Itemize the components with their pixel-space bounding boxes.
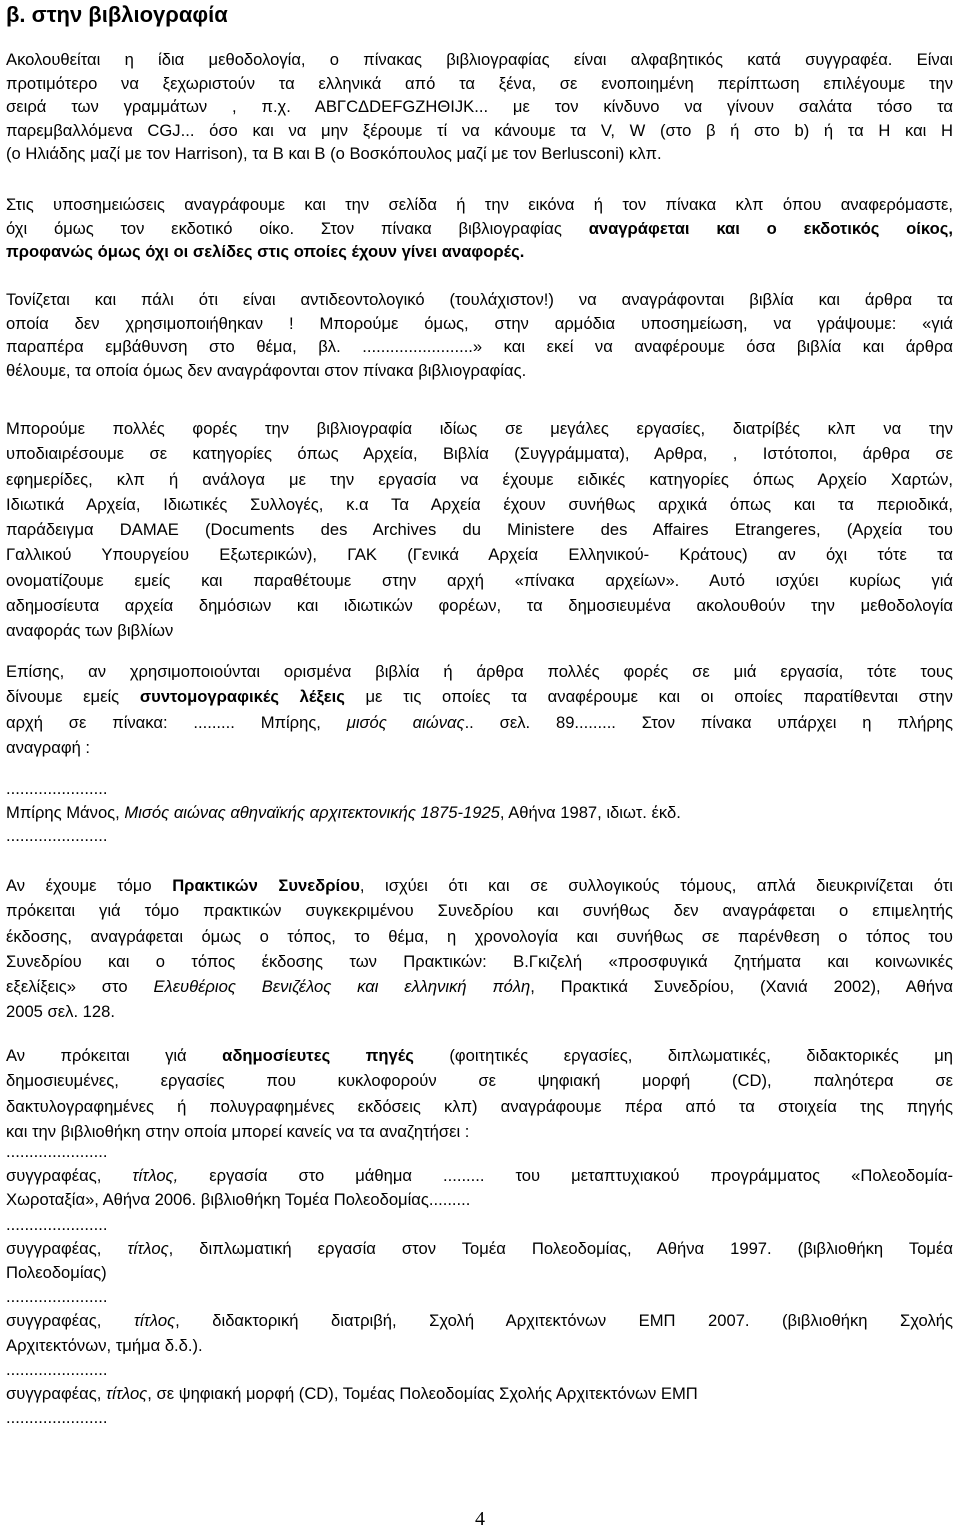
text-line: δακτυλογραφημένες ή πολυγραφημένες εκδόσεις κλπ) αναγράφουμε πέρα από τα στοιχεία της πηγής bbox=[6, 1096, 953, 1116]
text-line: Τονίζεται και πάλι ότι είναι αντιδεοντολογικό (τουλάχιστον!) να αναγράφονται βιβλία και άρθρα τα bbox=[6, 290, 953, 309]
reference-title: τίτλος, bbox=[132, 1166, 179, 1186]
text-line bbox=[6, 974, 953, 999]
text-line bbox=[6, 217, 953, 241]
reference-templates bbox=[6, 1140, 953, 1430]
text-line: εφημερίδες, κλπ ή ανάλογα με την εργασία να έχουμε ειδικές κατηγορίες όπως Αρχείο Χαρτών, bbox=[6, 469, 953, 489]
paragraph-methodology bbox=[6, 48, 953, 166]
text-line: έκδοσης, αναγράφεται όμως ο τόπος, το θέμα, η χρονολογία και συνήθως σε παρένθεση ο τόπος του bbox=[6, 926, 953, 946]
text-line: προτιμότερο να ξεχωριστούν τα ελληνικά από τα ξένα, σε ενοποιημένη περίπτωση επιλέγουμε την bbox=[6, 73, 953, 93]
text-segment: αρχή σε πίνακα: ......... Μπίρης, bbox=[6, 712, 347, 732]
reference-title: Μισός αιώνας αθηναϊκής αρχιτεκτονικής 1875-1925 bbox=[124, 802, 500, 822]
text-segment: όχι όμως τον εκδοτικό οίκο. Στον πίνακα βιβλιογραφίας bbox=[6, 218, 589, 238]
dots-line: ...................... bbox=[6, 1214, 108, 1234]
reference-author: συγγραφέας, bbox=[6, 1166, 133, 1186]
text-line: παραπέρα εμβάθυνση στο θέμα, βλ. ........................» και εκεί να αναφέρουμε όσα βιβλία και άρθρα bbox=[6, 337, 953, 357]
reference-title: τίτλος bbox=[105, 1384, 148, 1404]
reference-author: συγγραφέας, bbox=[6, 1238, 128, 1258]
text-line: Γαλλικού Υπουργείου Εξωτερικών), ΓΑΚ (Γενικά Αρχεία Ελληνικού- Κράτους) αν όχι τότε τα bbox=[6, 545, 953, 565]
text-line: και την βιβλιοθήκη στην οποία μπορεί κανείς να τα αναζητήσει : bbox=[6, 1121, 470, 1141]
bold-phrase: προφανώς όμως όχι οι σελίδες στις οποίες έχουν γίνει αναφορές. bbox=[6, 242, 525, 262]
text-line: (ο Ηλιάδης μαζί με τον Harrison), τα Β και B (ο Βοσκόπουλος μαζί με τον Berlusconi) κλπ. bbox=[6, 144, 662, 164]
text-segment: με τις οποίες τα αναφέρουμε και οι οποίες παρατίθενται στην bbox=[344, 687, 953, 707]
text-segment: , ισχύει ότι και σε συλλογικούς τόμους, απλά διευκρινίζεται ότι bbox=[359, 876, 953, 895]
paragraph-abbreviations bbox=[6, 659, 953, 760]
text-segment: Αν πρόκειται γιά bbox=[6, 1046, 223, 1065]
reference-line bbox=[6, 1237, 953, 1261]
text-segment: δίνουμε εμείς bbox=[6, 687, 140, 707]
text-line: Επίσης, αν χρησιμοποιούνται ορισμένα βιβλία ή άρθρα πολλές φορές σε μιά εργασία, τότε τους bbox=[6, 662, 953, 681]
text-segment: εξελίξεις» στο bbox=[6, 977, 154, 997]
dots-line: ...................... bbox=[6, 1408, 108, 1428]
reference-title: τίτλος bbox=[127, 1238, 169, 1258]
text-segment: , Πρακτικά Συνεδρίου, (Χανιά 2002), Αθήνα bbox=[530, 977, 953, 997]
text-line: οποία δεν χρησιμοποιήθηκαν ! Μπορούμε όμως, στην αρμόδια υποσημείωση, να γράψουμε: «γιά bbox=[6, 313, 953, 333]
dots-line: ...................... bbox=[6, 1287, 108, 1307]
text-line: Ιδιωτικά Αρχεία, Ιδιωτικές Συλλογές, κ.α Τα Αρχεία έχουν συνήθως αρχικά όπως και τα περιοδικά, bbox=[6, 494, 953, 514]
dots-line: ...................... bbox=[6, 1359, 108, 1379]
text-line: υποδιαιρέσουμε σε κατηγορίες όπως Αρχεία, Βιβλία (Συγγράμματα), Αρθρα, , Ιστότοποι, άρθρα σε bbox=[6, 444, 953, 464]
dots-line: ...................... bbox=[6, 1142, 108, 1161]
paragraph-ethics bbox=[6, 288, 953, 382]
reference-line: Αρχιτεκτόνων, τμήμα δ.δ.). bbox=[6, 1335, 203, 1355]
section-heading: β. στην βιβλιογραφία bbox=[6, 2, 228, 27]
text-line: δημοσιευμένες, εργασίες που κυκλοφορούν σε ψηφιακή μορφή (CD), παληότερα σε bbox=[6, 1071, 953, 1091]
italic-phrase: Ελευθέριος Βενιζέλος και ελληνική πόλη bbox=[153, 977, 531, 997]
text-line: 2005 σελ. 128. bbox=[6, 1002, 115, 1022]
italic-phrase: μισός αιώνας bbox=[346, 712, 465, 732]
text-segment: Αν έχουμε τόμο bbox=[6, 876, 173, 895]
reference-details: , διπλωματική εργασία στον Τομέα Πολεοδομίας, Αθήνα 1997. (βιβλιοθήκη Τομέα bbox=[168, 1238, 953, 1258]
reference-author: συγγραφέας, bbox=[6, 1384, 106, 1404]
text-line: παρεμβαλλόμενα CGJ... όσο και να μην ξέρουμε τί να κάνουμε τα V, W (στο β ή στο b) ή τα Η και H bbox=[6, 120, 953, 140]
text-line: αναγραφή : bbox=[6, 737, 91, 757]
paragraph-proceedings bbox=[6, 873, 953, 1025]
reference-line bbox=[6, 1382, 953, 1406]
text-line: Μπορούμε πολλές φορές την βιβλιογραφία ιδίως σε μεγάλες εργασίες, διατρίβές κλπ να την bbox=[6, 419, 953, 438]
reference-example bbox=[6, 777, 953, 848]
text-line bbox=[6, 873, 953, 898]
text-line: ονοματίζουμε εμείς και παραθέτουμε στην αρχή «πίνακα αρχείων». Αυτό ισχύει κυρίως γιά bbox=[6, 570, 953, 590]
text-line: αναφοράς των βιβλίων bbox=[6, 621, 174, 641]
text-line: Ακολουθείται η ίδια μεθοδολογία, ο πίνακας βιβλιογραφίας είναι αλφαβητικός κατά συγγραφέα. Είναι bbox=[6, 50, 953, 69]
bold-phrase: συντομογραφικές λέξεις bbox=[139, 687, 345, 707]
bold-phrase: αδημοσίευτες πηγές bbox=[222, 1046, 414, 1065]
text-segment: .. σελ. 89......... Στον πίνακα υπάρχει η πλήρης bbox=[464, 712, 953, 732]
text-line: αδημοσίευτα αρχεία δημόσιων και ιδιωτικών φορέων, τα δημοσιευμένα ακολουθούν την μεθοδολογία bbox=[6, 596, 953, 616]
reference-author: συγγραφέας, bbox=[6, 1311, 134, 1331]
paragraph-footnotes bbox=[6, 193, 953, 264]
text-line bbox=[6, 710, 953, 735]
text-line: σειρά των γραμμάτων , π.χ. ΑΒΓCΔDEFGZHΘIJK... με τον κίνδυνο να γίνουν σαλάτα τόσο τα bbox=[6, 97, 953, 117]
reference-line bbox=[6, 1309, 953, 1333]
reference-line: Πολεοδομίας) bbox=[6, 1263, 107, 1283]
reference-title: τίτλος bbox=[133, 1311, 176, 1331]
text-segment: (φοιτητικές εργασίες, διπλωματικές, διδακτορικές μη bbox=[413, 1046, 954, 1065]
text-line: παράδειγμα DAMAE (Documents des Archives du Ministere des Affaires Etrangeres, (Αρχεία του bbox=[6, 520, 953, 540]
text-line: Συνεδρίου και ο τόπος έκδοσης των Πρακτικών: Β.Γκιζελή «προσφυγικά ζητήματα και κοινωνικές bbox=[6, 951, 953, 971]
page-number: 4 bbox=[475, 1508, 485, 1530]
text-line: θέλουμε, τα οποία όμως δεν αναγράφονται στον πίνακα βιβλιογραφίας. bbox=[6, 360, 527, 380]
dots-line: ...................... bbox=[6, 779, 108, 798]
paragraph-categories bbox=[6, 416, 953, 644]
text-line: Στις υποσημειώσεις αναγράφουμε και την σελίδα ή την εικόνα ή τον πίνακα κλπ όπου αναφερόμαστε, bbox=[6, 195, 953, 214]
paragraph-unpublished-sources bbox=[6, 1043, 953, 1144]
text-line bbox=[6, 684, 953, 709]
reference-details: , διδακτορική διατριβή, Σχολή Αρχιτεκτόνων ΕΜΠ 2007. (βιβλιοθήκη Σχολής bbox=[175, 1311, 953, 1331]
text-line: πρόκειται γιά τόμο πρακτικών συγκεκριμένου Συνεδρίου και συνήθως δεν αναγράφεται ο επιμελητής bbox=[6, 901, 953, 921]
bold-phrase: αναγράφεται και ο εκδοτικός οίκος, bbox=[588, 218, 953, 238]
bold-phrase: Πρακτικών Συνεδρίου bbox=[172, 876, 360, 895]
dots-line: ...................... bbox=[6, 826, 108, 846]
reference-line bbox=[6, 1164, 953, 1188]
reference-line bbox=[6, 801, 953, 825]
reference-line: Χωροταξία», Αθήνα 2006. βιβλιοθήκη Τομέα Πολεοδομίας......... bbox=[6, 1190, 471, 1210]
reference-details: εργασία στο μάθημα ......... του μεταπτυχιακού προγράμματος «Πολεοδομία- bbox=[178, 1166, 953, 1186]
text-line bbox=[6, 1043, 953, 1068]
reference-details: , Αθήνα 1987, ιδιωτ. έκδ. bbox=[499, 802, 681, 822]
reference-author: Μπίρης Μάνος, bbox=[6, 802, 125, 822]
reference-details: , σε ψηφιακή μορφή (CD), Τομέας Πολεοδομίας Σχολής Αρχιτεκτόνων ΕΜΠ bbox=[147, 1384, 698, 1404]
